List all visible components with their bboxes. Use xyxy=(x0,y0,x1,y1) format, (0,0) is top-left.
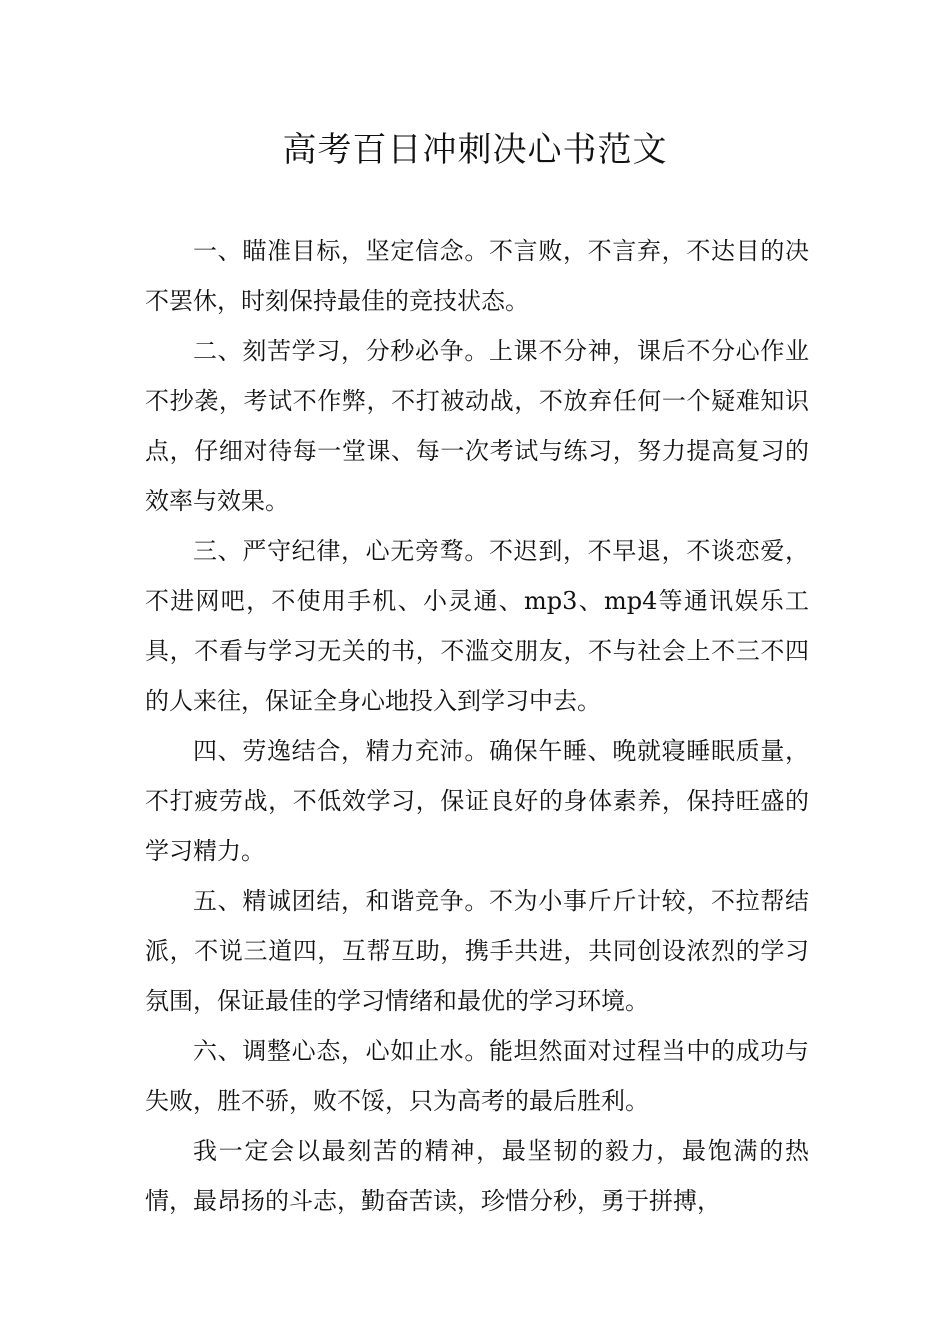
paragraph-2: 二、刻苦学习，分秒必争。上课不分神，课后不分心作业不抄袭，考试不作弊，不打被动战，不放弃任何一个疑难知识点，仔细对待每一堂课、每一次考试与练习，努力提高复习的效率与效果。 xyxy=(145,337,809,515)
paragraph-5: 五、精诚团结，和谐竞争。不为小事斤斤计较，不拉帮结派，不说三道四，互帮互助，携手共进，共同创设浓烈的学习氛围，保证最佳的学习情绪和最优的学习环境。 xyxy=(145,887,809,1015)
document-title: 高考百日冲刺决心书范文 xyxy=(282,130,668,170)
paragraph-1: 一、瞄准目标，坚定信念。不言败，不言弃，不达目的决不罢休，时刻保持最佳的竞技状态。 xyxy=(145,237,809,315)
paragraph-3: 三、严守纪律，心无旁骛。不迟到，不早退，不谈恋爱，不进网吧，不使用手机、小灵通、mp3、mp4等通讯娱乐工具，不看与学习无关的书，不滥交朋友，不与社会上不三不四的人来往，保证全身心地投入到学习中去。 xyxy=(145,537,809,715)
paragraph-7: 我一定会以最刻苦的精神，最坚韧的毅力，最饱满的热情，最昂扬的斗志，勤奋苦读，珍惜分秒，勇于拼搏， xyxy=(145,1137,809,1215)
paragraph-6: 六、调整心态，心如止水。能坦然面对过程当中的成功与失败，胜不骄，败不馁，只为高考的最后胜利。 xyxy=(145,1037,809,1115)
paragraph-4: 四、劳逸结合，精力充沛。确保午睡、晚就寝睡眠质量，不打疲劳战，不低效学习，保证良好的身体素养，保持旺盛的学习精力。 xyxy=(145,737,809,865)
document-body xyxy=(145,226,809,1226)
